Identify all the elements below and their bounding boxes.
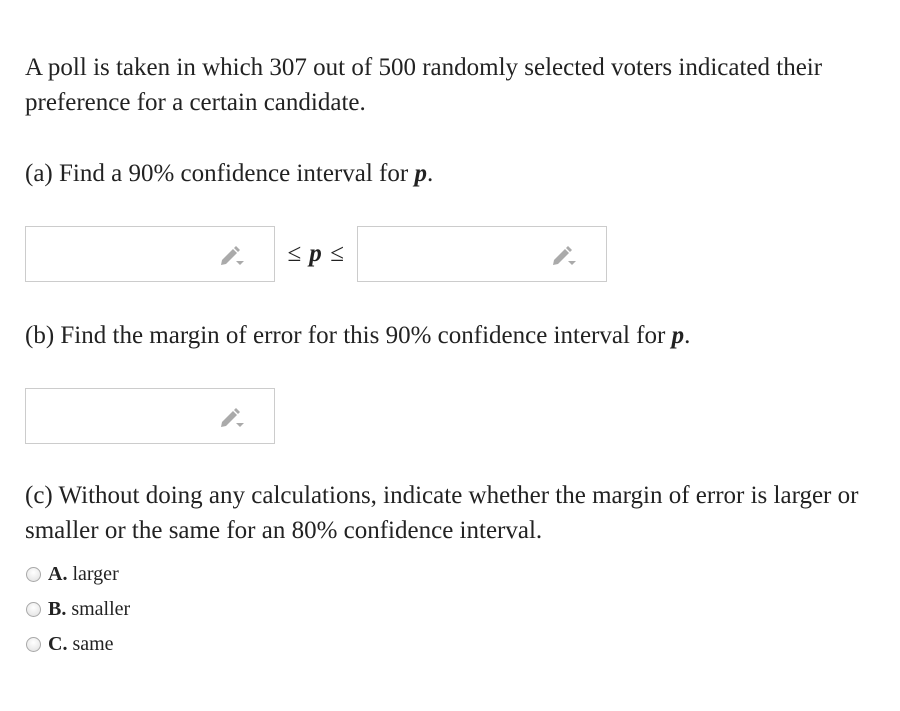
part-a-prompt <box>25 156 885 191</box>
interval-answer-row <box>25 226 885 282</box>
option-letter: C. <box>48 633 68 655</box>
pencil-icon[interactable] <box>218 242 246 268</box>
option-b[interactable] <box>25 592 885 627</box>
radio-button[interactable] <box>26 637 41 652</box>
margin-answer-row <box>25 388 885 444</box>
lower-bound-input[interactable] <box>25 226 275 282</box>
answer-options <box>25 557 885 662</box>
inequality-variable: p <box>309 240 323 267</box>
margin-of-error-input[interactable] <box>25 388 275 444</box>
option-c[interactable] <box>25 627 885 662</box>
question-intro <box>25 50 885 120</box>
part-a-variable: p <box>414 160 427 187</box>
successes-count: 307 <box>269 54 307 81</box>
option-label: larger <box>72 563 119 585</box>
part-b-text-2: confidence interval for <box>431 322 672 349</box>
question-content <box>25 50 885 662</box>
part-a-text-1: (a) Find a <box>25 160 129 187</box>
option-letter: A. <box>48 563 68 585</box>
leq-symbol-right: ≤ <box>330 240 345 267</box>
leq-symbol-left: ≤ <box>287 240 302 267</box>
inequality-expression <box>275 240 357 268</box>
intro-text-1: A poll is taken in which <box>25 54 270 81</box>
option-label: smaller <box>71 598 131 620</box>
upper-bound-input[interactable] <box>357 226 607 282</box>
part-a-confidence-level: 90% <box>128 160 175 187</box>
radio-button[interactable] <box>26 567 41 582</box>
intro-text-2: out of <box>306 54 379 81</box>
sample-size: 500 <box>378 54 416 81</box>
part-b-text-1: (b) Find the margin of error for this <box>25 322 386 349</box>
option-a[interactable] <box>25 557 885 592</box>
pencil-icon[interactable] <box>218 404 246 430</box>
part-b-prompt <box>25 318 885 353</box>
part-c-prompt: (c) Without doing any calculations, indicate whether the margin of error is larger or smaller or the same for an 80% confidence interval. <box>25 482 859 544</box>
radio-button[interactable] <box>26 602 41 617</box>
option-label: same <box>72 633 114 655</box>
option-letter: B. <box>48 598 67 620</box>
part-b-confidence-level: 90% <box>385 322 432 349</box>
part-a-period: . <box>426 160 434 187</box>
part-b-period: . <box>684 322 691 349</box>
pencil-icon[interactable] <box>550 242 578 268</box>
part-b-variable: p <box>671 322 685 349</box>
intro-text-3: randomly selected voters indicated their preference for a certain candidate. <box>25 54 823 116</box>
part-a-text-2: confidence interval for <box>174 160 415 187</box>
